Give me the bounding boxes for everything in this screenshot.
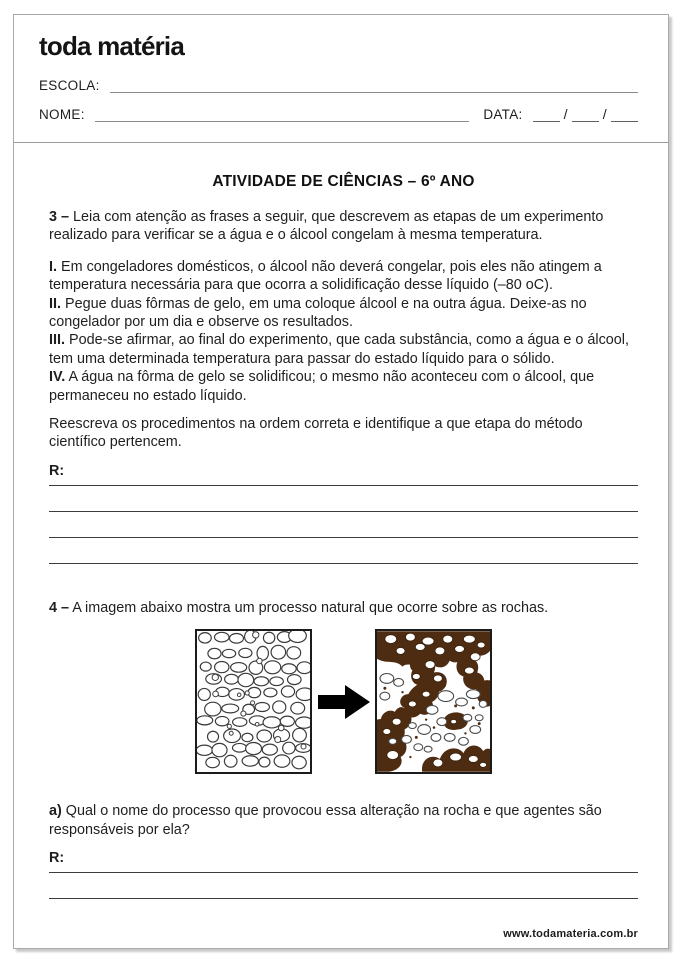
rock-before-svg xyxy=(197,631,310,772)
question-4-number: 4 – xyxy=(49,599,70,616)
answer-write-line xyxy=(49,538,638,564)
question-4a-label: a) xyxy=(49,803,62,820)
worksheet-title: ATIVIDADE DE CIÊNCIAS – 6º ANO xyxy=(212,173,475,190)
answer-write-line xyxy=(49,512,638,538)
arrow-wrap xyxy=(312,682,375,722)
right-arrow-icon xyxy=(318,682,370,722)
rock-before-image xyxy=(195,629,312,774)
date-separator: / xyxy=(602,106,607,122)
name-date-field-row xyxy=(39,106,638,122)
date-month-blank xyxy=(572,107,599,122)
answer-write-line xyxy=(49,873,638,899)
question-4a-text: a) Qual o nome do processo que provocou essa alteração na rocha e que agentes são responsáveis por ela? xyxy=(49,803,602,838)
school-blank-line xyxy=(110,78,638,93)
date-day-blank xyxy=(533,107,560,122)
name-blank-line xyxy=(95,107,470,122)
date-separator: / xyxy=(563,106,568,122)
answer-write-line xyxy=(49,486,638,512)
rock-weathering-figure xyxy=(49,629,638,774)
statement-III: III. Pode-se afirmar, ao final do experimento, que cada substância, como a água e o álcool, tem uma determinada temperatura para passar do estado líquido para o sólido. xyxy=(49,332,629,367)
statement-I: I. Em congeladores domésticos, o álcool não deverá congelar, pois eles não atingem a temperatura necessária para que ocorra a solidificação desse líquido (–80 oC). xyxy=(49,258,602,294)
question-3-text: 3 – Leia com atenção as frases a seguir, que descrevem as etapas de um experimento realizado para verificar se a água e o álcool congelam à mesma temperatura. xyxy=(49,209,604,244)
statement-II: II. Pegue duas fôrmas de gelo, em uma coloque álcool e na outra água. Deixe-as no congelador por um dia e observe os resultados. xyxy=(49,295,587,331)
school-label: ESCOLA: xyxy=(39,78,100,93)
statement-IV: IV. A água na fôrma de gelo se solidificou; o mesmo não aconteceu com o álcool, que permaneceu no estado líquido. xyxy=(49,369,595,404)
rock-after-svg xyxy=(377,631,490,772)
rock-after-image xyxy=(375,629,492,774)
answer-label: R: xyxy=(49,462,65,479)
worksheet-page xyxy=(13,14,669,949)
question-4a-answer-area xyxy=(49,849,638,899)
question-3-statements xyxy=(49,258,638,405)
school-field-row xyxy=(39,78,638,93)
question-4-text: 4 – A imagem abaixo mostra um processo natural que ocorre sobre as rochas. xyxy=(49,599,549,616)
date-label: DATA: xyxy=(483,107,523,122)
answer-label: R: xyxy=(49,850,65,867)
date-year-blank xyxy=(611,107,638,122)
toda-materia-logo: toda matéria xyxy=(39,31,185,61)
name-label: NOME: xyxy=(39,107,85,122)
header-divider xyxy=(14,142,668,143)
question-3-number: 3 – xyxy=(49,209,70,225)
question-3-answer-area xyxy=(49,462,638,564)
website-url: www.todamateria.com.br xyxy=(503,928,638,940)
question-3-instruction: Reescreva os procedimentos na ordem correta e identifique a que etapa do método científico pertencem. xyxy=(49,416,583,451)
worksheet-header xyxy=(14,15,668,122)
worksheet-content xyxy=(14,173,668,899)
